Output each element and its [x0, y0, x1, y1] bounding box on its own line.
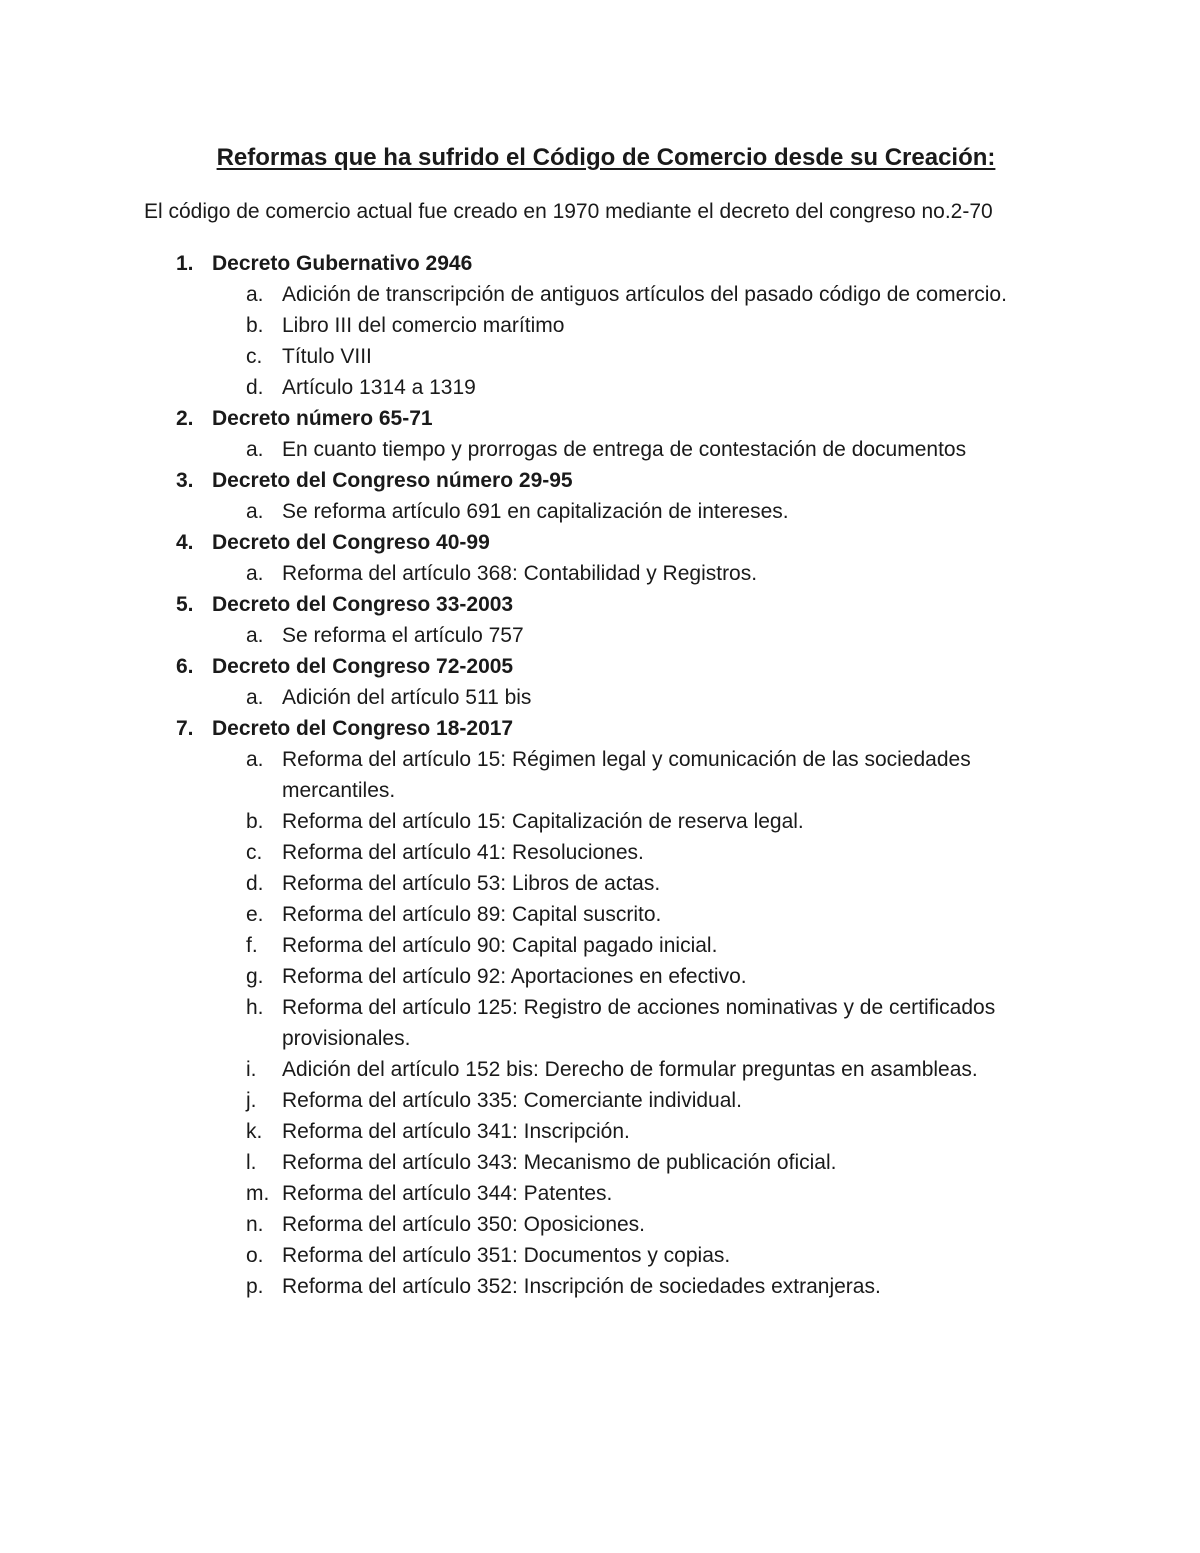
- decree-item: [144, 651, 1056, 713]
- reform-item-letter: g.: [246, 965, 264, 988]
- reform-item-letter: d.: [246, 376, 264, 399]
- reform-item-text: Reforma del artículo 53: Libros de actas.: [282, 872, 661, 895]
- reform-item-text: Artículo 1314 a 1319: [282, 376, 476, 399]
- reform-item-letter: a.: [246, 562, 264, 585]
- reform-item: [246, 930, 1056, 961]
- decree-heading-text: Decreto del Congreso 33-2003: [212, 593, 514, 616]
- decree-item: [144, 527, 1056, 589]
- decree-heading-text: Decreto del Congreso 72-2005: [212, 655, 514, 678]
- reform-item-letter: a.: [246, 438, 264, 461]
- reform-item: [246, 682, 1056, 713]
- reform-item-letter: a.: [246, 624, 264, 647]
- reform-item: [246, 372, 1056, 403]
- reform-item-letter: m.: [246, 1182, 270, 1205]
- reform-item: [246, 279, 1056, 310]
- decree-heading-text: Decreto del Congreso 18-2017: [212, 717, 514, 740]
- reform-item-letter: j.: [246, 1089, 257, 1112]
- reform-item: [246, 1209, 1056, 1240]
- decree-heading-text: Decreto número 65-71: [212, 407, 433, 430]
- decree-number: 2.: [176, 407, 194, 430]
- reform-item: [246, 1178, 1056, 1209]
- decree-item: [144, 403, 1056, 465]
- reform-item-letter: p.: [246, 1275, 264, 1298]
- decree-number: 6.: [176, 655, 194, 678]
- reform-item-letter: b.: [246, 810, 264, 833]
- reform-item: [246, 1271, 1056, 1302]
- reform-item-letter: a.: [246, 500, 264, 523]
- reform-item: [246, 868, 1056, 899]
- reform-item: [246, 558, 1056, 589]
- reform-item: [246, 806, 1056, 837]
- decree-heading: [176, 589, 1056, 620]
- reform-item-text: Reforma del artículo 89: Capital suscrito.: [282, 903, 662, 926]
- reform-item-text: Reforma del artículo 15: Capitalización de reserva legal.: [282, 810, 804, 833]
- reform-item-text: Reforma del artículo 344: Patentes.: [282, 1182, 613, 1205]
- decree-number: 1.: [176, 252, 194, 275]
- reform-item-text: Adición del artículo 511 bis: [282, 686, 532, 709]
- decree-number: 4.: [176, 531, 194, 554]
- reform-item-letter: a.: [246, 686, 264, 709]
- intro-paragraph: El código de comercio actual fue creado en 1970 mediante el decreto del congreso no.2-70: [144, 200, 993, 223]
- decree-item: [144, 248, 1056, 403]
- reform-item-text: Reforma del artículo 341: Inscripción.: [282, 1120, 630, 1143]
- reform-item: [246, 1085, 1056, 1116]
- decree-heading: [176, 248, 1056, 279]
- reform-list: [212, 682, 1056, 713]
- reform-item-letter: n.: [246, 1213, 264, 1236]
- reform-item-text: Adición de transcripción de antiguos artículos del pasado código de comercio.: [282, 283, 1007, 306]
- decree-number: 3.: [176, 469, 194, 492]
- decree-heading-text: Decreto del Congreso número 29-95: [212, 469, 573, 492]
- reform-item-letter: c.: [246, 345, 263, 368]
- reform-item: [246, 1116, 1056, 1147]
- reform-item-letter: c.: [246, 841, 263, 864]
- reform-item: [246, 1240, 1056, 1271]
- reform-item: [246, 620, 1056, 651]
- reform-list: [212, 744, 1056, 1302]
- reform-item-letter: f.: [246, 934, 258, 957]
- reform-item-text: Reforma del artículo 351: Documentos y copias.: [282, 1244, 731, 1267]
- reform-list: [212, 558, 1056, 589]
- reform-item-letter: o.: [246, 1244, 264, 1267]
- decree-item: [144, 713, 1056, 1302]
- reform-item-text: Reforma del artículo 90: Capital pagado inicial.: [282, 934, 718, 957]
- reform-item-text: Reforma del artículo 368: Contabilidad y Registros.: [282, 562, 758, 585]
- reform-item: [246, 744, 1056, 806]
- reform-item-text: Reforma del artículo 343: Mecanismo de publicación oficial.: [282, 1151, 837, 1174]
- reform-item-text: Adición del artículo 152 bis: Derecho de formular preguntas en asambleas.: [282, 1058, 978, 1081]
- reform-item-text: Reforma del artículo 41: Resoluciones.: [282, 841, 644, 864]
- decree-heading: [176, 651, 1056, 682]
- reform-list: [212, 279, 1056, 403]
- reform-item-text: En cuanto tiempo y prorrogas de entrega de contestación de documentos: [282, 438, 967, 461]
- decree-heading: [176, 403, 1056, 434]
- reform-item-text: Reforma del artículo 335: Comerciante individual.: [282, 1089, 742, 1112]
- reform-item-letter: i.: [246, 1058, 257, 1081]
- reform-item: [246, 837, 1056, 868]
- reform-item-text: Se reforma el artículo 757: [282, 624, 524, 647]
- reform-item-text: Reforma del artículo 92: Aportaciones en efectivo.: [282, 965, 747, 988]
- reform-item-letter: l.: [246, 1151, 257, 1174]
- reform-item-text: Reforma del artículo 15: Régimen legal y comunicación de las sociedades mercantiles.: [282, 748, 971, 802]
- decree-item: [144, 589, 1056, 651]
- decree-item: [144, 465, 1056, 527]
- reform-item-text: Reforma del artículo 350: Oposiciones.: [282, 1213, 646, 1236]
- reform-item-letter: b.: [246, 314, 264, 337]
- reform-item: [246, 1054, 1056, 1085]
- reform-item-text: Título VIII: [282, 345, 372, 368]
- reform-item-text: Reforma del artículo 125: Registro de acciones nominativas y de certificados provisionales.: [282, 996, 996, 1050]
- decree-heading: [176, 713, 1056, 744]
- reform-item: [246, 310, 1056, 341]
- reform-item-text: Libro III del comercio marítimo: [282, 314, 565, 337]
- reform-item: [246, 496, 1056, 527]
- reform-item: [246, 1147, 1056, 1178]
- reform-list: [212, 620, 1056, 651]
- decree-list: [144, 248, 1056, 1302]
- reform-item: [246, 992, 1056, 1054]
- decree-number: 5.: [176, 593, 194, 616]
- document-title: Reformas que ha sufrido el Código de Comercio desde su Creación:: [216, 144, 996, 171]
- reform-item-letter: e.: [246, 903, 264, 926]
- reform-item: [246, 961, 1056, 992]
- reform-item: [246, 341, 1056, 372]
- reform-item-letter: h.: [246, 996, 264, 1019]
- reform-item: [246, 899, 1056, 930]
- reform-item-text: Se reforma artículo 691 en capitalización de intereses.: [282, 500, 789, 523]
- decree-heading-text: Decreto del Congreso 40-99: [212, 531, 490, 554]
- decree-number: 7.: [176, 717, 194, 740]
- reform-list: [212, 496, 1056, 527]
- reform-list: [212, 434, 1056, 465]
- decree-heading: [176, 465, 1056, 496]
- reform-item-letter: a.: [246, 283, 264, 306]
- reform-item-letter: a.: [246, 748, 264, 771]
- decree-heading-text: Decreto Gubernativo 2946: [212, 252, 473, 275]
- reform-item-text: Reforma del artículo 352: Inscripción de sociedades extranjeras.: [282, 1275, 881, 1298]
- decree-heading: [176, 527, 1056, 558]
- reform-item-letter: d.: [246, 872, 264, 895]
- reform-item: [246, 434, 1056, 465]
- reform-item-letter: k.: [246, 1120, 263, 1143]
